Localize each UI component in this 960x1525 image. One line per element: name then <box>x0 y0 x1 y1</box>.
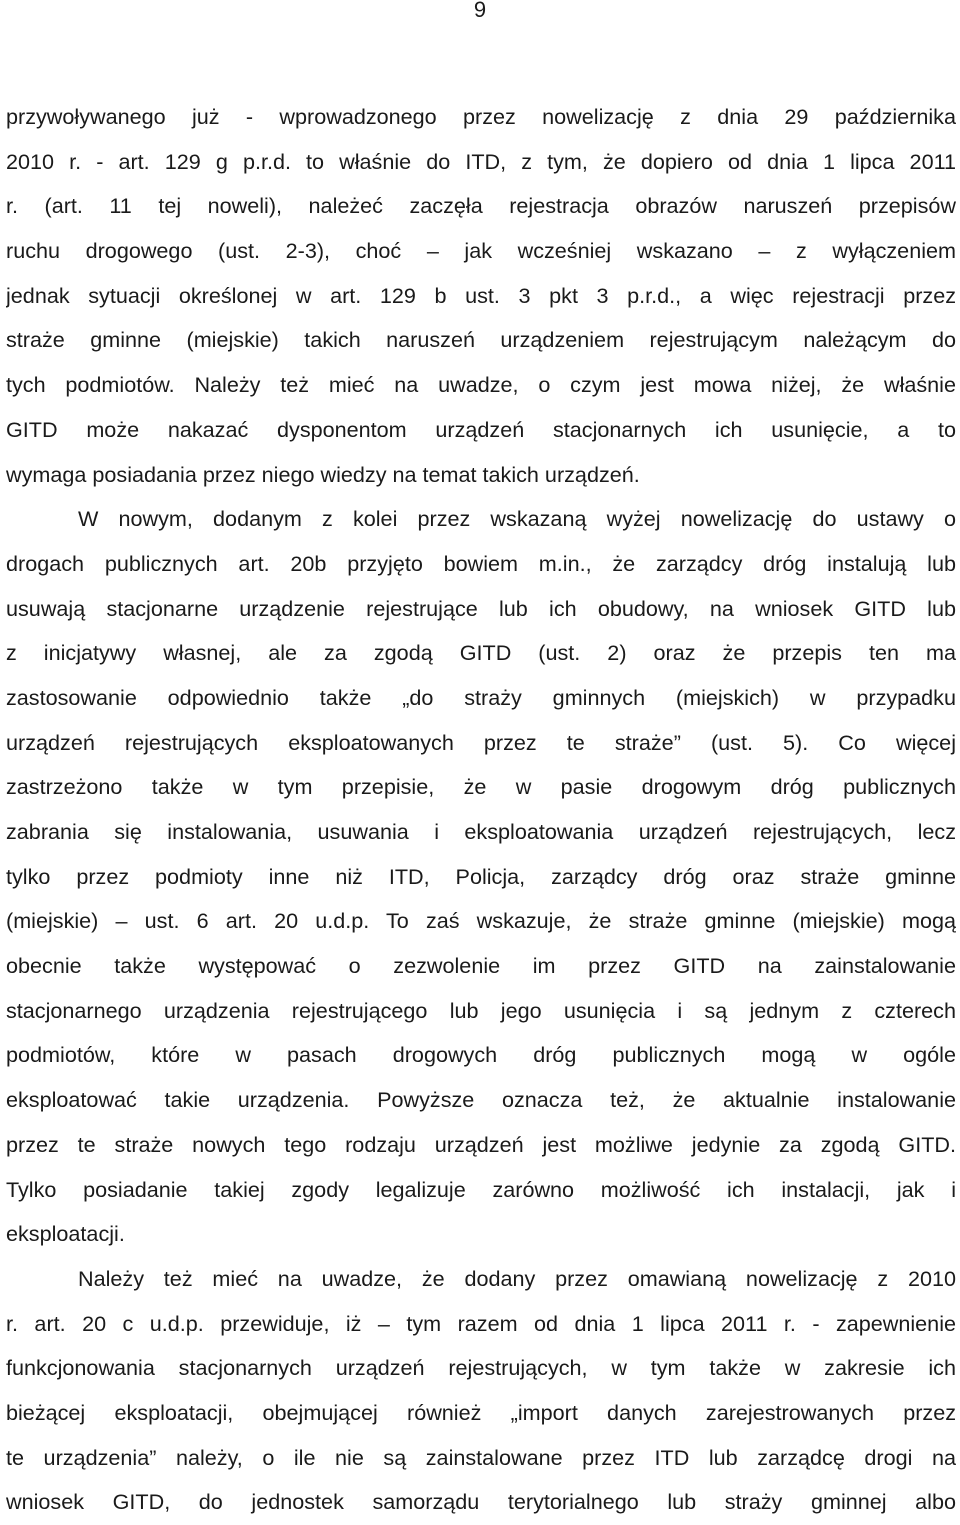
text-line: bieżącej eksploatacji, obejmującej również „import danych zarejestrowanych przez <box>6 1399 956 1425</box>
text-line: funkcjonowania stacjonarnych urządzeń rejestrujących, w tym także w zakresie ich <box>6 1355 956 1381</box>
text-line: te urządzenia” należy, o ile nie są zainstalowane przez ITD lub zarządcę drogi na <box>6 1444 956 1470</box>
text-line: z inicjatywy własnej, ale za zgodą GITD (ust. 2) oraz że przepis ten ma <box>6 640 956 666</box>
text-line: eksploatacji. <box>6 1221 125 1247</box>
text-line: ruchu drogowego (ust. 2-3), choć – jak wcześniej wskazano – z wyłączeniem <box>6 238 956 264</box>
text-line: zabrania się instalowania, usuwania i eksploatowania urządzeń rejestrujących, lecz <box>6 819 956 844</box>
text-line: urządzeń rejestrujących eksploatowanych przez te straże” (ust. 5). Co więcej <box>6 729 956 755</box>
text-line: przywoływanego już - wprowadzonego przez nowelizację z dnia 29 października <box>6 104 956 129</box>
text-line: r. (art. 11 tej noweli), należeć zaczęła rejestracja obrazów naruszeń przepisów <box>6 193 956 219</box>
text-line: Tylko posiadanie takiej zgody legalizuje zarówno możliwość ich instalacji, jak i <box>6 1176 956 1202</box>
text-line: eksploatować takie urządzenia. Powyższe oznacza też, że aktualnie instalowanie <box>6 1087 956 1113</box>
text-line: obecnie także występować o zezwolenie im przez GITD na zainstalowanie <box>6 953 956 979</box>
text-line: 2010 r. - art. 129 g p.r.d. to właśnie do ITD, z tym, że dopiero od dnia 1 lipca 2011 <box>6 148 956 174</box>
text-line: W nowym, dodanym z kolei przez wskazaną wyżej nowelizację do ustawy o <box>78 506 956 532</box>
text-line: przez te straże nowych tego rodzaju urządzeń jest możliwe jedynie za zgodą GITD. <box>6 1131 956 1157</box>
text-line: podmiotów, które w pasach drogowych dróg publicznych mogą w ogóle <box>6 1042 956 1068</box>
text-line: (miejskie) – ust. 6 art. 20 u.d.p. To zaś wskazuje, że straże gminne (miejskie) mogą <box>6 908 956 934</box>
text-line: zastrzeżono także w tym przepisie, że w pasie drogowym dróg publicznych <box>6 774 956 800</box>
text-line: tych podmiotów. Należy też mieć na uwadze, o czym jest mowa niżej, że właśnie <box>6 372 956 398</box>
text-line: Należy też mieć na uwadze, że dodany przez omawianą nowelizację z 2010 <box>78 1265 956 1291</box>
document-body <box>6 95 956 1525</box>
page-number: 9 <box>473 0 487 22</box>
text-line: zastosowanie odpowiednio także „do straży gminnych (miejskich) w przypadku <box>6 684 956 710</box>
text-line: straże gminne (miejskie) takich naruszeń urządzeniem rejestrującym należącym do <box>6 327 956 353</box>
text-line: tylko przez podmioty inne niż ITD, Policja, zarządcy dróg oraz straże gminne <box>6 863 956 889</box>
text-line: drogach publicznych art. 20b przyjęto bowiem m.in., że zarządcy dróg instalują lub <box>6 550 956 576</box>
text-line: jednak sytuacji określonej w art. 129 b ust. 3 pkt 3 p.r.d., a więc rejestracji przez <box>6 282 956 308</box>
text-line: GITD może nakazać dysponentom urządzeń stacjonarnych ich usunięcie, a to <box>6 416 956 442</box>
text-line: wniosek GITD, do jednostek samorządu terytorialnego lub straży gminnej albo <box>6 1489 956 1515</box>
text-line: stacjonarnego urządzenia rejestrującego lub jego usunięcia i są jednym z czterech <box>6 997 956 1023</box>
text-line: r. art. 20 c u.d.p. przewiduje, iż – tym razem od dnia 1 lipca 2011 r. - zapewnienie <box>6 1310 956 1336</box>
text-line: usuwają stacjonarne urządzenie rejestrujące lub ich obudowy, na wniosek GITD lub <box>6 595 956 621</box>
text-line: wymaga posiadania przez niego wiedzy na temat takich urządzeń. <box>6 461 640 487</box>
